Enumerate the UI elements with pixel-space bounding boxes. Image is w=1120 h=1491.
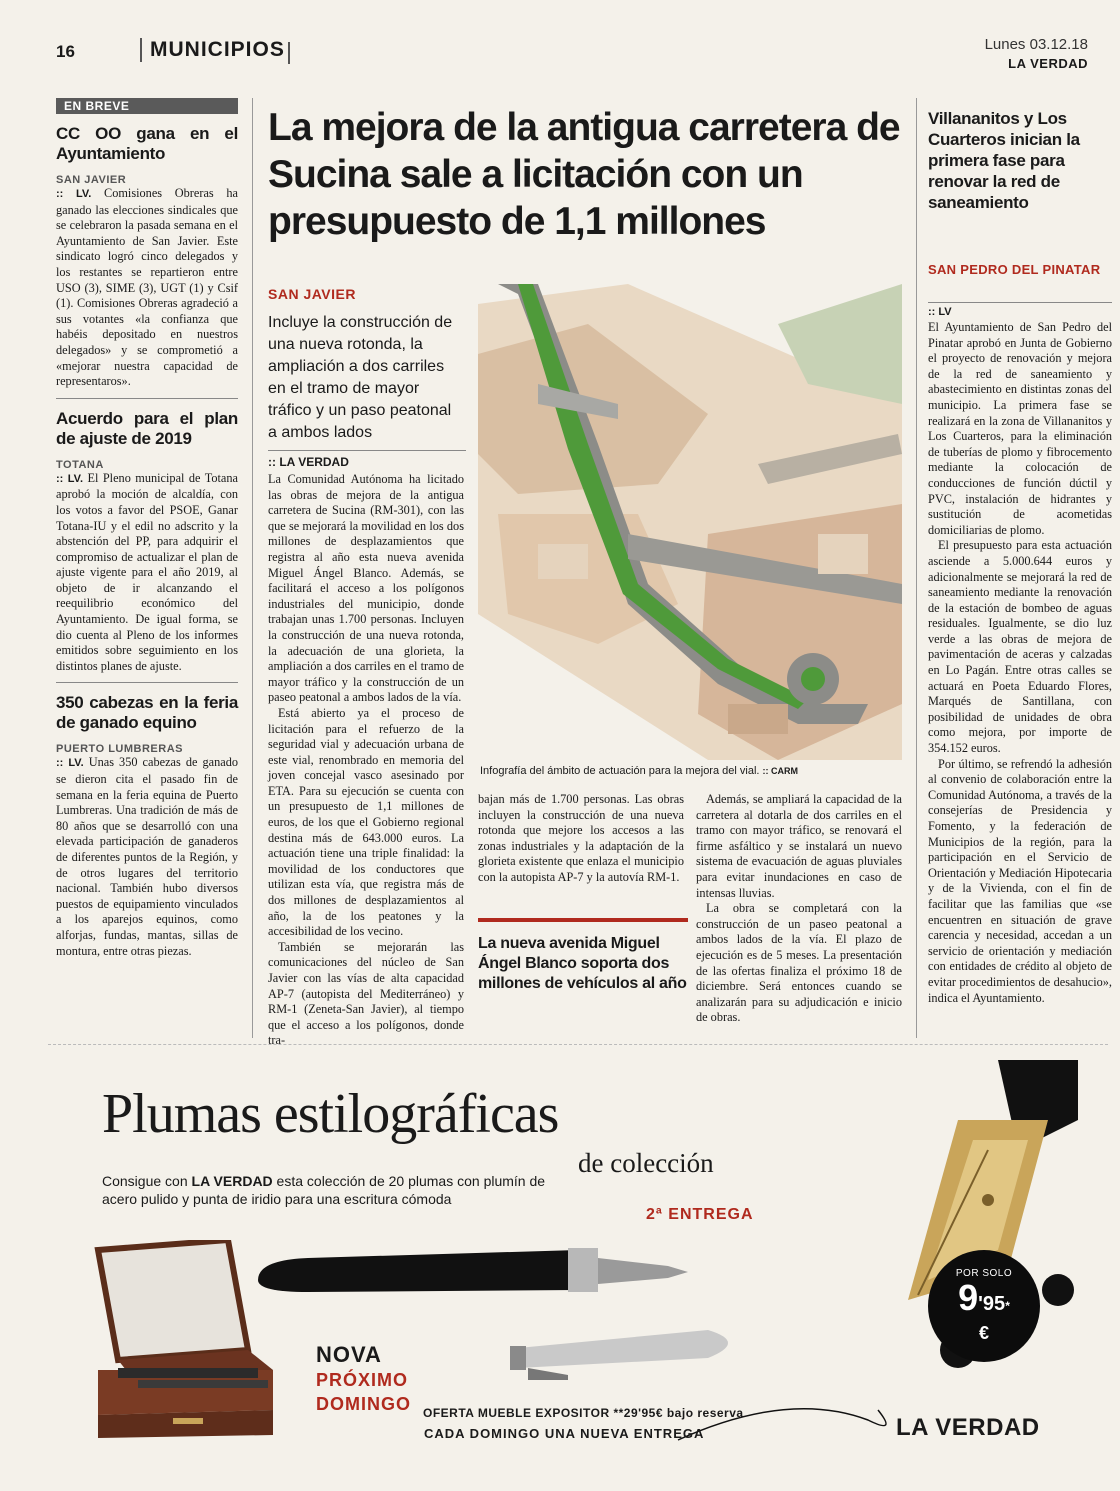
right-headline: Villananitos y Los Cuarteros inician la primera fase para renovar la red de saneamiento xyxy=(928,109,1080,212)
issue-date: Lunes 03.12.18 xyxy=(984,36,1088,53)
brief-location: PUERTO LUMBRERAS xyxy=(56,743,183,756)
road-infographic-illustration xyxy=(478,284,902,760)
price-currency: € xyxy=(978,1323,989,1343)
masthead: LA VERDAD xyxy=(1008,56,1088,71)
photo-credit: :: CARM xyxy=(762,766,799,776)
road-infographic xyxy=(478,284,902,760)
ad-delivery: 2ª ENTREGA xyxy=(646,1206,754,1223)
briefs-tag: EN BREVE xyxy=(56,98,238,114)
brief-body: :: LV. Comisiones Obreras ha ganado las elecciones sindicales que se celebraron la pasada semana en el Ayuntamiento de San Javier. Este sindicato logró cinco delegados y los restantes se repartieron entre USO (3), SIME (3), UGT (1) y Csif (1). Comisiones Obreras agradeció a sus votantes «la confianza que habéis depositado en nuestros delegados» y se comprometió a «mejorar nuestra capacidad de representaros». xyxy=(56,186,238,389)
right-paragraph: El presupuesto para esta actuación asciende a 5.000.644 euros y adicionalmente se mejorará la red de saneamiento mediante la renovación de la estación de bombeo de aguas residuales. Igualmente, se dio luz verde a las obras de mejora de pavimentación de aceras y calzadas en Lo Pagán. Entre otras calles se actuará en Poeta Eduardo Flores, Marqués de Santillana, con posibilidad de unidades de obra como mejora, por importe de 354.152 euros. xyxy=(928,538,1112,756)
brief-divider xyxy=(56,682,238,683)
ad-subtitle: de colección xyxy=(578,1148,714,1178)
main-location: SAN JAVIER xyxy=(268,286,356,302)
brief-headline: 350 cabezas en la feria de ganado equino xyxy=(56,693,238,733)
main-subheading: La nueva avenida Miguel Ángel Blanco soporta dos millones de vehículos al año xyxy=(478,918,688,994)
main-paragraph: La Comunidad Autónoma ha licitado las obras de mejora de la antigua carretera de Sucina (RM-301), con las que se mejorará la movilidad en los dos millones de desplazamientos que registra al año esta nueva avenida Miguel Ángel Blanco. Además, se facilitará el acceso a los polígonos industriales del municipio, donde trabajan unas 1.700 personas. Incluyen la construcción de una nueva rotonda, la adecuación de una glorieta, la ampliación a dos carriles en el tramo de mayor tráfico y la construcción de un paseo peatonal a ambos lados de la vía. xyxy=(268,472,464,705)
page-number: 16 xyxy=(56,42,75,61)
main-paragraph: bajan más de 1.700 personas. Las obras incluyen la construcción de una nueva rotonda que mejore los accesos a las zonas industriales y la adaptación de la glorieta existente que enlaza el municipio con la autopista AP-7 y la autovía RM-1. xyxy=(478,792,684,884)
ad-copy: Consigue con LA VERDAD esta colección de 20 plumas con plumín de acero pulido y punta de iridio para una escritura cómoda xyxy=(102,1173,546,1207)
page-header xyxy=(48,36,1088,72)
briefs-column xyxy=(56,98,238,959)
main-headline: La mejora de la antigua carretera de Sucina sale a licitación con un presupuesto de 1,1 millones xyxy=(268,106,900,243)
column-rule xyxy=(252,98,253,1038)
brief-divider xyxy=(56,398,238,399)
ad-next-date: PRÓXIMO DOMINGO xyxy=(316,1370,411,1414)
price-amount: 9'95* xyxy=(958,1277,1010,1318)
brief-location: TOTANA xyxy=(56,458,104,471)
main-paragraph: También se mejorarán las comunicaciones del núcleo de San Javier con las vías de alta capacidad AP-7 (autopista del Mediterráneo) y RM-1 (Zeneta-San Javier), al tiempo que el acceso a los polígonos, donde tra- xyxy=(268,939,464,1048)
right-paragraph: Por último, se refrendó la adhesión al convenio de colaboración entre la Comunidad Autónoma, a través de la consejerías de Presidencia y Fomento, y la federación de Municipios de la región, para la participación en el Servicio de Orientación y Mediación Hipotecaria y de la Vivienda, con el fin de facilitar que las familias que «se encuentren en situación de grave carencia y necesidad, accedan a un servicio de orientación y mediación con entidades de crédito al objeto de evitar procedimientos de desahucio», indica el Ayuntamiento. xyxy=(928,756,1112,1005)
main-paragraph: La obra se completará con la construcción de un paseo peatonal a ambos lados de la vía. El plazo de ejecución es de 5 meses. La presentación de las ofertas finaliza el próximo 18 de diciembre. Será entonces cuando se analizarán para su adjudicación e inicio de obras. xyxy=(696,901,902,1025)
main-column-2 xyxy=(478,792,684,886)
ad-title: Plumas estilográficas xyxy=(102,1083,559,1145)
brief-headline: CC OO gana en el Ayuntamiento xyxy=(56,124,238,163)
caption-text: Infografía del ámbito de actuación para la mejora del vial. xyxy=(480,765,760,777)
main-paragraph: Además, se ampliará la capacidad de la carretera al dotarla de dos carriles en el tramo con mayor tráfico, se renovará el firme asfáltico y se instalará un nuevo sistema de evacuación de aguas pluviales para evitar inundaciones en caso de intensas lluvias. xyxy=(696,792,902,900)
brief-location: SAN JAVIER xyxy=(56,174,127,186)
pen-advertisement xyxy=(48,1060,1108,1460)
right-location: SAN PEDRO DEL PINATAR xyxy=(928,262,1101,277)
brief-body: :: LV. Unas 350 cabezas de ganado se dieron cita el pasado fin de semana en la feria equina de Puerto Lumbreras. Una tradición de más de 80 años que se desarrolló con una elevada participación de ganaderos de diferentes puntos de la Región, y de otros lugares del territorio nacional. También hubo diversos puestos de equipamiento vinculados a los aparejos equinos, como alforjas, fundas, mantas, sillas de montura, entre otras piezas. xyxy=(56,755,238,958)
section-divider xyxy=(288,42,290,64)
right-byline: :: LV xyxy=(928,302,1112,318)
ad-model-name: NOVA xyxy=(316,1342,382,1367)
right-column xyxy=(928,320,1112,1006)
column-rule xyxy=(916,98,917,1038)
main-paragraph: Está abierto ya el proceso de licitación para el refuerzo de la seguridad vial y adecuación urbana de este vial, renombrado en memoria del joven concejal vasco asesinado por ETA. Para su ejecución se cuenta con un presupuesto de 1,1 millones de euros, de los que el Gobierno regional destina más de 643.000 euros. La actuación tiene una triple finalidad: la movilidad de los conductores que utilizan esta vía, que registra más de dos millones de desplazamientos al año, la de los peatones y la accesibilidad de los vecino. xyxy=(268,705,464,939)
la-verdad-logo: LA VERDAD xyxy=(896,1414,1040,1441)
price-badge xyxy=(928,1250,1040,1362)
right-paragraph: El Ayuntamiento de San Pedro del Pinatar aprobó en Junta de Gobierno el proyecto de renovación y mejora de la red de saneamiento y abastecimiento en distintas zonas del municipio. La primera fase se realizará en la zona de Villananitos y Los Cuarteros, para la eliminación de tuberías de plomo y fibrocemento mediante la colocación de conducciones de función dúctil y PVC, instalación de hidrantes y sustitución de acometidas domiciliarias de plomo. xyxy=(928,320,1112,537)
main-deck: Incluye la construcción de una nueva rotonda, la ampliación a dos carriles en el tramo de mayor tráfico y un paso peatonal a ambos lados xyxy=(268,314,453,441)
section-title: MUNICIPIOS xyxy=(140,38,285,62)
main-column-3 xyxy=(696,792,902,1026)
ad-separator xyxy=(48,1044,1108,1045)
brief-headline: Acuerdo para el plan de ajuste de 2019 xyxy=(56,408,238,448)
price-label: POR SOLO xyxy=(955,1268,1013,1279)
main-byline: :: LA VERDAD xyxy=(268,450,466,469)
main-column-1 xyxy=(268,472,464,1049)
photo-caption xyxy=(480,765,798,777)
ad-weekly-note: CADA DOMINGO UNA NUEVA ENTREGA xyxy=(424,1426,705,1441)
brief-body: :: LV. El Pleno municipal de Totana aprobó la moción de alcaldía, con los votos a favor del PSOE, Ganar Totana-IU y el edil no adscrito y la abstención del PP, para adquirir el compromiso de actualizar el plan de ajuste vigente para el año 2019, al objeto de ir alcanzando el reequilibrio económico del Ayuntamiento. De igual forma, se dio cuenta al Pleno de los informes emitidos sobre seguimiento en los distintos planes de ajuste. xyxy=(56,470,238,673)
ad-offer: OFERTA MUEBLE EXPOSITOR **29'95€ bajo reserva xyxy=(423,1406,744,1420)
